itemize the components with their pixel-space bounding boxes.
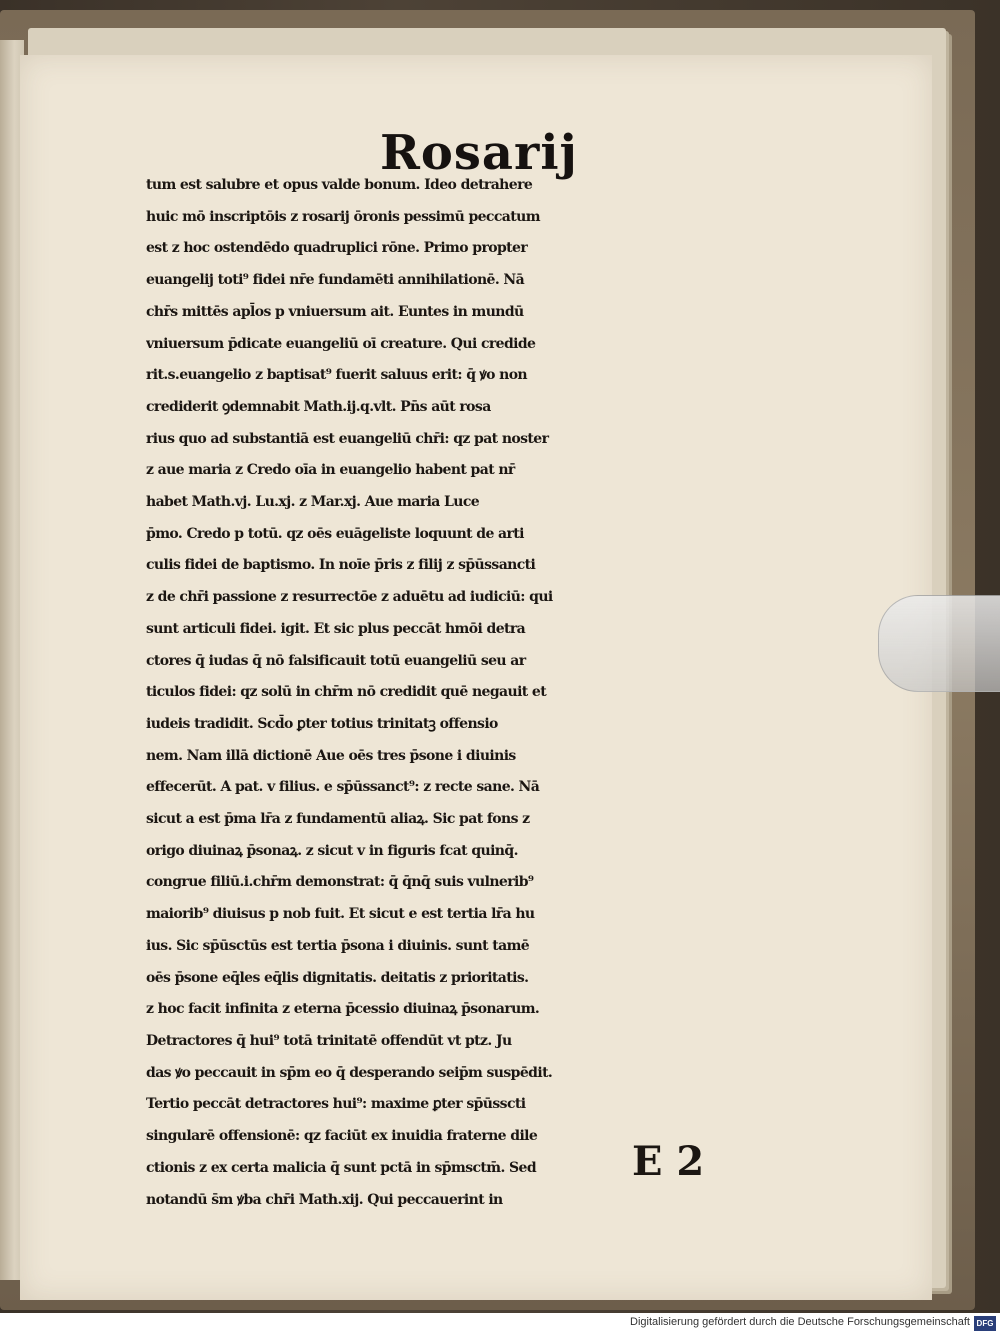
dfg-logo-icon: DFG	[974, 1316, 996, 1331]
text-line: z de chr̄i passione z resurrectōe z aduētu ad iudiciū: qui	[146, 589, 553, 606]
text-line: ticulos fidei: qz solū in chr̄m nō credidit quē negauit et	[146, 684, 547, 701]
text-line: iudeis tradidit. Scd̄o ꝑter totius trinitatꝫ offensio	[146, 715, 498, 732]
text-line: euangelij toti⁹ fidei nr̄e fundamēti annihilationē. Nā	[146, 272, 525, 289]
text-line: sicut a est p̄ma lr̄a z fundamentū aliaꝝ. Sic pat fons z	[146, 811, 530, 828]
clasp	[878, 595, 1000, 692]
text-line: rius quo ad substantiā est euangeliū chr̄i: qz pat noster	[146, 430, 549, 447]
running-header: Rosarij	[380, 125, 578, 181]
text-line: singularē offensionē: qz faciūt ex inuidia fraterne dile	[146, 1128, 538, 1145]
text-line: z aue maria z Credo oīa in euangelio habent pat nr̄	[146, 462, 515, 479]
text-line: congrue filiū.i.chr̄m demonstrat: q̄ q̄nq̄ suis vulnerib⁹	[146, 874, 534, 891]
text-line: rit.s.euangelio z baptisat⁹ fuerit saluus erit: q̄ ꝟo non	[146, 367, 528, 384]
footer-bar	[0, 1313, 1000, 1335]
text-line: maiorib⁹ diuisus p nob fuit. Et sicut e est tertia lr̄a hu	[146, 906, 535, 923]
signature-mark: E 2	[632, 1138, 705, 1185]
text-line: crediderit ꝯdemnabit Math.ij.q.vlt. Pn̄s aūt rosa	[146, 398, 491, 415]
text-line: notandū s̄m ꝟba chr̄i Math.xij. Qui peccauerint in	[146, 1191, 503, 1208]
text-line: ctionis z ex certa malicia q̄ sunt pctā in sp̄msctm̄. Sed	[146, 1159, 537, 1176]
text-block	[146, 170, 791, 1216]
text-line: chr̄s mittēs apl̄os p vniuersum ait. Euntes in mundū	[146, 303, 524, 320]
text-line: Detractores q̄ hui⁹ totā trinitatē offendūt vt ptz. Ju	[146, 1032, 512, 1049]
funding-notice: Digitalisierung gefördert durch die Deutsche Forschungsgemeinschaft	[630, 1316, 970, 1328]
text-line: tum est salubre et opus valde bonum. Ideo detrahere	[146, 177, 533, 193]
text-line: p̄mo. Credo p totū. qz oēs euāgeliste loquunt de arti	[146, 525, 524, 542]
text-line: ctores q̄ iudas q̄ nō falsificauit totū euangeliū seu ar	[146, 652, 526, 669]
text-line: huic mō inscriptōis z rosarij ōronis pessimū peccatum	[146, 208, 540, 225]
text-line: est z hoc ostendēdo quadruplici rōne. Primo propter	[146, 240, 528, 257]
text-line: oēs p̄sone eq̄les eq̄lis dignitatis. deitatis z prioritatis.	[146, 969, 529, 986]
text-line: sunt articuli fidei. igit. Et sic plus peccāt hmōi detra	[146, 620, 526, 637]
text-line: origo diuinaꝝ p̄sonaꝝ. z sicut v in figuris fcat quinq̄.	[146, 842, 518, 859]
text-line: vniuersum p̄dicate euangeliū oī creature. Qui credide	[146, 335, 536, 352]
text-line: ius. Sic sp̄ūsctūs est tertia p̄sona i diuinis. sunt tamē	[146, 937, 530, 954]
text-line: z hoc facit infinita z eterna p̄cessio diuinaꝝ p̄sonarum.	[146, 1001, 540, 1018]
text-line: culis fidei de baptismo. In noīe p̄ris z filij z sp̄ūssancti	[146, 557, 536, 574]
text-line: effecerūt. A pat. v filius. e sp̄ūssanct⁹: z recte sane. Nā	[146, 779, 540, 796]
text-line: habet Math.vj. Lu.xj. z Mar.xj. Aue maria Luce	[146, 494, 480, 511]
text-line: das ꝟo peccauit in sp̄m eo q̄ desperando seip̄m suspēdit.	[146, 1064, 553, 1081]
text-line: Tertio peccāt detractores hui⁹: maxime ꝑter sp̄ūsscti	[146, 1096, 526, 1113]
text-line: nem. Nam illā dictionē Aue oēs tres p̄sone i diuinis	[146, 747, 516, 764]
